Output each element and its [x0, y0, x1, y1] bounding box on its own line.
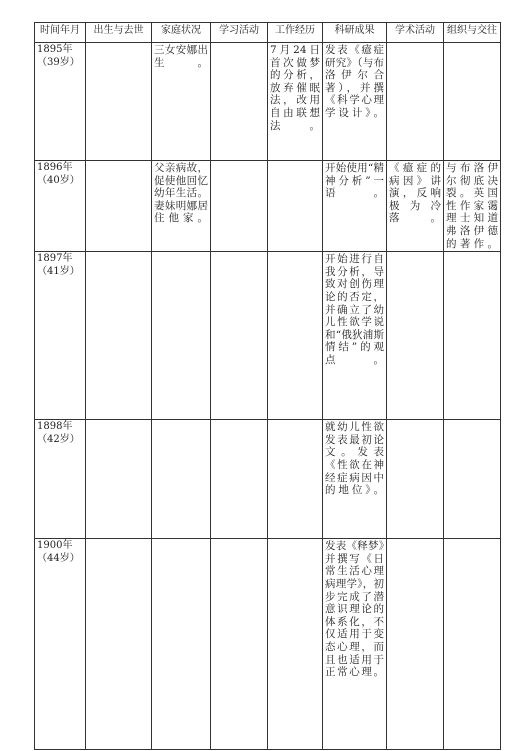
birth-death-cell — [86, 161, 152, 252]
header-year: 时间年月 — [35, 23, 86, 43]
research-cell: 发表《释梦》并撰写《日常生活心理病理学》，初步完成了潜意识理论的体系化，不仅适用于变态心理，而且也适用于正常心理。 — [323, 539, 387, 750]
header-social: 组织与交往 — [444, 23, 501, 43]
birth-death-cell — [86, 252, 152, 420]
table-row — [35, 252, 501, 420]
header-academic: 学术活动 — [387, 23, 444, 43]
work-cell: 7月24日首次做梦的分析，放弃催眠法，改用自由联想法。 — [268, 43, 323, 161]
work-cell — [268, 252, 323, 420]
academic-cell — [387, 420, 444, 539]
header-work: 工作经历 — [268, 23, 323, 43]
work-cell — [268, 420, 323, 539]
study-cell — [211, 252, 268, 420]
birth-death-cell — [86, 43, 152, 161]
header-birth-death: 出生与去世 — [86, 23, 152, 43]
table-row — [35, 43, 501, 161]
social-cell: 与布洛伊尔彻底决裂。英国性作家霭理士知道弗洛伊德的著作。 — [444, 161, 501, 252]
header-study: 学习活动 — [211, 23, 268, 43]
work-cell — [268, 539, 323, 750]
research-cell: 开始使用“精神分析”一语。 — [323, 161, 387, 252]
year-cell: 1900年 （44岁） — [35, 539, 86, 750]
table-row — [35, 420, 501, 539]
research-cell: 就幼儿性欲发表最初论文。发表《性欲在神经症病因中的地位》。 — [323, 420, 387, 539]
work-cell — [268, 161, 323, 252]
study-cell — [211, 539, 268, 750]
year-cell: 1896年 （40岁） — [35, 161, 86, 252]
table-row — [35, 539, 501, 750]
header-row — [35, 23, 501, 43]
social-cell — [444, 252, 501, 420]
social-cell — [444, 43, 501, 161]
birth-death-cell — [86, 539, 152, 750]
header-family: 家庭状况 — [152, 23, 211, 43]
study-cell — [211, 420, 268, 539]
family-cell: 父亲病故，促使他回忆幼年生活。妻妹明娜居住他家。 — [152, 161, 211, 252]
family-cell — [152, 420, 211, 539]
academic-cell — [387, 43, 444, 161]
birth-death-cell — [86, 420, 152, 539]
research-cell: 开始进行自我分析，导致对创伤理论的否定，并确立了幼儿性欲学说和“俄狄浦斯情结”的观点。 — [323, 252, 387, 420]
social-cell — [444, 539, 501, 750]
family-cell — [152, 539, 211, 750]
year-cell: 1898年 （42岁） — [35, 420, 86, 539]
academic-cell — [387, 539, 444, 750]
table-row — [35, 161, 501, 252]
chronology-page — [34, 22, 500, 750]
academic-cell — [387, 252, 444, 420]
study-cell — [211, 161, 268, 252]
research-cell: 发表《癔症研究》（与布洛伊尔合著），并撰《科学心理学设计》。 — [323, 43, 387, 161]
header-research: 科研成果 — [323, 23, 387, 43]
family-cell — [152, 252, 211, 420]
year-cell: 1895年 （39岁） — [35, 43, 86, 161]
social-cell — [444, 420, 501, 539]
family-cell: 三女安娜出生。 — [152, 43, 211, 161]
chronology-table — [34, 22, 501, 750]
study-cell — [211, 43, 268, 161]
academic-cell: 《癔症的病因》讲演，反响极为冷落。 — [387, 161, 444, 252]
year-cell: 1897年 （41岁） — [35, 252, 86, 420]
